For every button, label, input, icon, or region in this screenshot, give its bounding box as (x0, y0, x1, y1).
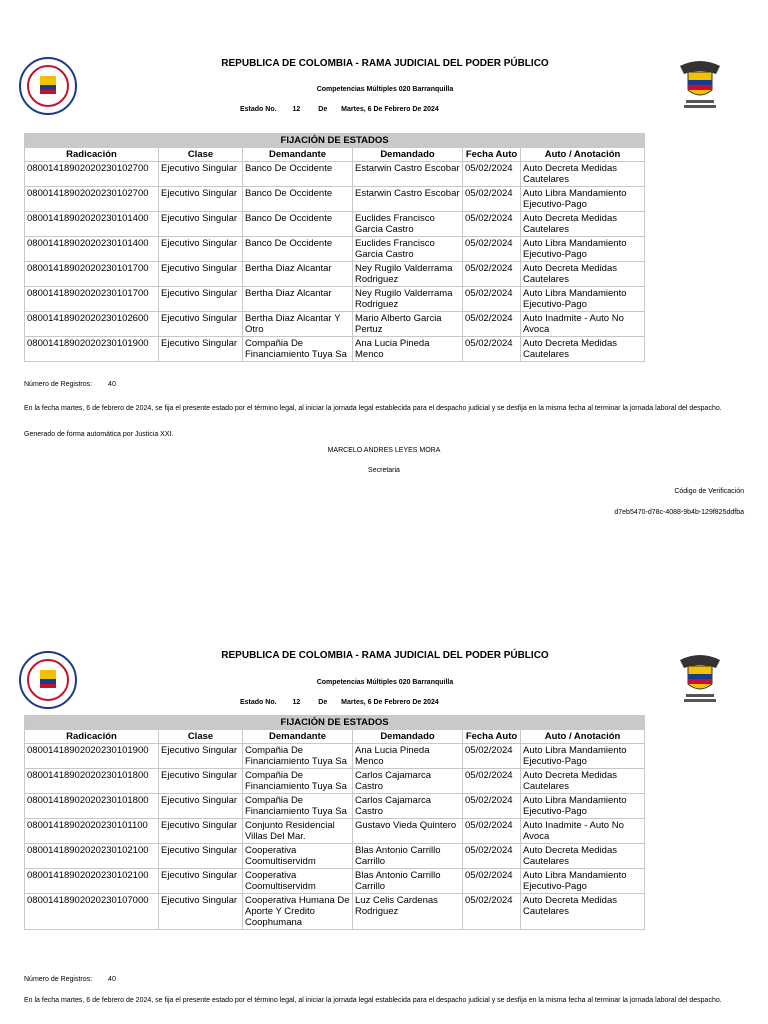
cell-clase: Ejecutivo Singular (159, 869, 243, 894)
cell-clase: Ejecutivo Singular (159, 794, 243, 819)
cell-demandado: Ana Lucia Pineda Menco (353, 337, 463, 362)
colombia-coat-of-arms-logo (672, 54, 728, 110)
cell-radicacion: 08001418902020230101700 (25, 287, 159, 312)
column-header: Clase (159, 148, 243, 162)
cell-radicacion: 08001418902020230101900 (25, 337, 159, 362)
cell-radicacion: 08001418902020230101700 (25, 262, 159, 287)
cell-clase: Ejecutivo Singular (159, 262, 243, 287)
estado-label: Estado No. (240, 106, 277, 113)
cell-demandado: Blas Antonio Carrillo Carrillo (353, 869, 463, 894)
table-row (25, 744, 645, 769)
rama-judicial-seal-logo (18, 650, 78, 710)
cell-demandante: Banco De Occidente (243, 187, 353, 212)
cell-clase: Ejecutivo Singular (159, 237, 243, 262)
cell-anotacion: Auto Libra Mandamiento Ejecutivo-Pago (521, 869, 645, 894)
cell-fecha: 05/02/2024 (463, 744, 521, 769)
cell-radicacion: 08001418902020230102700 (25, 187, 159, 212)
estado-label: Estado No. (240, 699, 277, 706)
court-name: Competencias Múltiples 020 Barranquilla (316, 679, 454, 686)
cell-radicacion: 08001418902020230101900 (25, 744, 159, 769)
verification-code: d7eb5470-d78c-4088-9b4b-129f825ddfba (614, 509, 744, 516)
header-title: REPUBLICA DE COLOMBIA - RAMA JUDICIAL DEL PODER PÚBLICO (221, 58, 549, 69)
cell-demandado: Euclides Francisco Garcia Castro (353, 237, 463, 262)
cell-demandante: Conjunto Residencial Villas Del Mar. (243, 819, 353, 844)
de-label: De (318, 106, 328, 113)
section-title: FIJACIÓN DE ESTADOS (25, 716, 645, 730)
column-header: Demandante (243, 148, 353, 162)
court-name: Competencias Múltiples 020 Barranquilla (316, 86, 454, 93)
estado-line (240, 106, 439, 113)
cell-radicacion: 08001418902020230101400 (25, 237, 159, 262)
table-row (25, 794, 645, 819)
cell-anotacion: Auto Decreta Medidas Cautelares (521, 262, 645, 287)
cell-fecha: 05/02/2024 (463, 844, 521, 869)
column-header: Radicación (25, 148, 159, 162)
table-row (25, 162, 645, 187)
cell-clase: Ejecutivo Singular (159, 894, 243, 930)
estado-line (240, 699, 439, 706)
cell-anotacion: Auto Inadmite - Auto No Avoca (521, 819, 645, 844)
cell-demandante: Bertha Diaz Alcantar (243, 262, 353, 287)
cell-fecha: 05/02/2024 (463, 287, 521, 312)
cell-fecha: 05/02/2024 (463, 794, 521, 819)
cell-demandado: Ney Rugilo Valderrama Rodriguez (353, 287, 463, 312)
cell-demandado: Ana Lucia Pineda Menco (353, 744, 463, 769)
registros-value: 40 (108, 381, 116, 388)
cell-fecha: 05/02/2024 (463, 769, 521, 794)
cell-demandante: Banco De Occidente (243, 237, 353, 262)
table-row (25, 844, 645, 869)
cell-clase: Ejecutivo Singular (159, 769, 243, 794)
cell-radicacion: 08001418902020230102600 (25, 312, 159, 337)
cell-demandante: Cooperativa Humana De Aporte Y Credito Coophumana (243, 894, 353, 930)
table-row (25, 869, 645, 894)
cell-demandante: Cooperativa Coomultiservidm (243, 844, 353, 869)
table-row (25, 769, 645, 794)
cell-fecha: 05/02/2024 (463, 337, 521, 362)
cell-anotacion: Auto Libra Mandamiento Ejecutivo-Pago (521, 237, 645, 262)
cell-radicacion: 08001418902020230101800 (25, 769, 159, 794)
generated-text: Generado de forma automática por Justicia XXI. (24, 431, 174, 438)
cell-demandado: Luz Celis Cardenas Rodriguez (353, 894, 463, 930)
cell-demandante: Banco De Occidente (243, 212, 353, 237)
column-header: Demandado (353, 730, 463, 744)
cell-anotacion: Auto Libra Mandamiento Ejecutivo-Pago (521, 187, 645, 212)
cell-demandante: Banco De Occidente (243, 162, 353, 187)
cell-radicacion: 08001418902020230102100 (25, 869, 159, 894)
section-title: FIJACIÓN DE ESTADOS (25, 134, 645, 148)
cell-radicacion: 08001418902020230101100 (25, 819, 159, 844)
table-row (25, 237, 645, 262)
table-row (25, 187, 645, 212)
cell-anotacion: Auto Libra Mandamiento Ejecutivo-Pago (521, 794, 645, 819)
cell-anotacion: Auto Decreta Medidas Cautelares (521, 212, 645, 237)
cell-clase: Ejecutivo Singular (159, 212, 243, 237)
verification-label: Código de Verificación (674, 488, 744, 495)
estados-table (24, 715, 645, 930)
cell-demandado: Mario Alberto Garcia Pertuz (353, 312, 463, 337)
column-header: Radicación (25, 730, 159, 744)
cell-fecha: 05/02/2024 (463, 262, 521, 287)
header-title: REPUBLICA DE COLOMBIA - RAMA JUDICIAL DEL PODER PÚBLICO (221, 650, 549, 661)
cell-demandado: Estarwin Castro Escobar (353, 162, 463, 187)
column-header: Auto / Anotación (521, 730, 645, 744)
column-header: Fecha Auto (463, 148, 521, 162)
cell-demandante: Cooperativa Coomultiservidm (243, 869, 353, 894)
cell-anotacion: Auto Decreta Medidas Cautelares (521, 769, 645, 794)
cell-fecha: 05/02/2024 (463, 162, 521, 187)
cell-demandado: Euclides Francisco Garcia Castro (353, 212, 463, 237)
registros-value: 40 (108, 976, 116, 983)
table-row (25, 287, 645, 312)
cell-radicacion: 08001418902020230107000 (25, 894, 159, 930)
registros-label: Número de Registros: (24, 381, 93, 388)
cell-fecha: 05/02/2024 (463, 312, 521, 337)
estado-number: 12 (292, 106, 301, 113)
column-header: Demandante (243, 730, 353, 744)
cell-fecha: 05/02/2024 (463, 819, 521, 844)
colombia-coat-of-arms-logo (672, 648, 728, 704)
cell-demandante: Compañia De Financiamiento Tuya Sa (243, 744, 353, 769)
table-row (25, 262, 645, 287)
registros-label: Número de Registros: (24, 976, 93, 983)
column-header: Demandado (353, 148, 463, 162)
table-row (25, 894, 645, 930)
cell-demandado: Carlos Cajamarca Castro (353, 794, 463, 819)
table-row (25, 819, 645, 844)
cell-radicacion: 08001418902020230102100 (25, 844, 159, 869)
cell-anotacion: Auto Decreta Medidas Cautelares (521, 894, 645, 930)
cell-clase: Ejecutivo Singular (159, 287, 243, 312)
cell-anotacion: Auto Decreta Medidas Cautelares (521, 337, 645, 362)
signer-role: Secretaria (368, 467, 400, 474)
cell-radicacion: 08001418902020230102700 (25, 162, 159, 187)
column-header: Auto / Anotación (521, 148, 645, 162)
cell-demandado: Ney Rugilo Valderrama Rodriguez (353, 262, 463, 287)
rama-judicial-seal-logo (18, 56, 78, 116)
cell-anotacion: Auto Decreta Medidas Cautelares (521, 162, 645, 187)
cell-demandante: Compañia De Financiamiento Tuya Sa (243, 769, 353, 794)
cell-fecha: 05/02/2024 (463, 212, 521, 237)
cell-anotacion: Auto Inadmite - Auto No Avoca (521, 312, 645, 337)
cell-demandante: Bertha Diaz Alcantar (243, 287, 353, 312)
cell-fecha: 05/02/2024 (463, 894, 521, 930)
cell-fecha: 05/02/2024 (463, 869, 521, 894)
column-header: Clase (159, 730, 243, 744)
notice-text: En la fecha martes, 6 de febrero de 2024, se fija el presente estado por el término legal, al iniciar la jornada legal establecida para el despacho judicial y se desfija en la misma fecha al terminar la jornada laboral del despacho. (24, 405, 722, 412)
cell-clase: Ejecutivo Singular (159, 744, 243, 769)
cell-anotacion: Auto Decreta Medidas Cautelares (521, 844, 645, 869)
cell-anotacion: Auto Libra Mandamiento Ejecutivo-Pago (521, 744, 645, 769)
cell-anotacion: Auto Libra Mandamiento Ejecutivo-Pago (521, 287, 645, 312)
notice-text: En la fecha martes, 6 de febrero de 2024, se fija el presente estado por el término legal, al iniciar la jornada legal establecida para el despacho judicial y se desfija en la misma fecha al terminar la jornada laboral del despacho. (24, 997, 722, 1004)
cell-clase: Ejecutivo Singular (159, 819, 243, 844)
cell-demandante: Compañia De Financiamiento Tuya Sa (243, 794, 353, 819)
cell-fecha: 05/02/2024 (463, 187, 521, 212)
de-label: De (318, 699, 328, 706)
cell-fecha: 05/02/2024 (463, 237, 521, 262)
estado-date: Martes, 6 De Febrero De 2024 (341, 699, 439, 706)
cell-radicacion: 08001418902020230101400 (25, 212, 159, 237)
estado-date: Martes, 6 De Febrero De 2024 (341, 106, 439, 113)
cell-demandante: Bertha Diaz Alcantar Y Otro (243, 312, 353, 337)
page-2 (0, 640, 768, 1024)
cell-demandado: Estarwin Castro Escobar (353, 187, 463, 212)
cell-demandado: Blas Antonio Carrillo Carrillo (353, 844, 463, 869)
cell-demandante: Compañia De Financiamiento Tuya Sa (243, 337, 353, 362)
cell-clase: Ejecutivo Singular (159, 162, 243, 187)
table-row (25, 212, 645, 237)
table-row (25, 337, 645, 362)
column-header: Fecha Auto (463, 730, 521, 744)
cell-radicacion: 08001418902020230101800 (25, 794, 159, 819)
registros-count (24, 976, 116, 983)
cell-demandado: Gustavo Vieda Quintero (353, 819, 463, 844)
estados-table (24, 133, 645, 362)
cell-clase: Ejecutivo Singular (159, 844, 243, 869)
registros-count (24, 381, 116, 388)
cell-clase: Ejecutivo Singular (159, 337, 243, 362)
table-row (25, 312, 645, 337)
estado-number: 12 (292, 699, 301, 706)
signer-name: MARCELO ANDRES LEYES MORA (327, 447, 441, 454)
cell-demandado: Carlos Cajamarca Castro (353, 769, 463, 794)
cell-clase: Ejecutivo Singular (159, 312, 243, 337)
cell-clase: Ejecutivo Singular (159, 187, 243, 212)
